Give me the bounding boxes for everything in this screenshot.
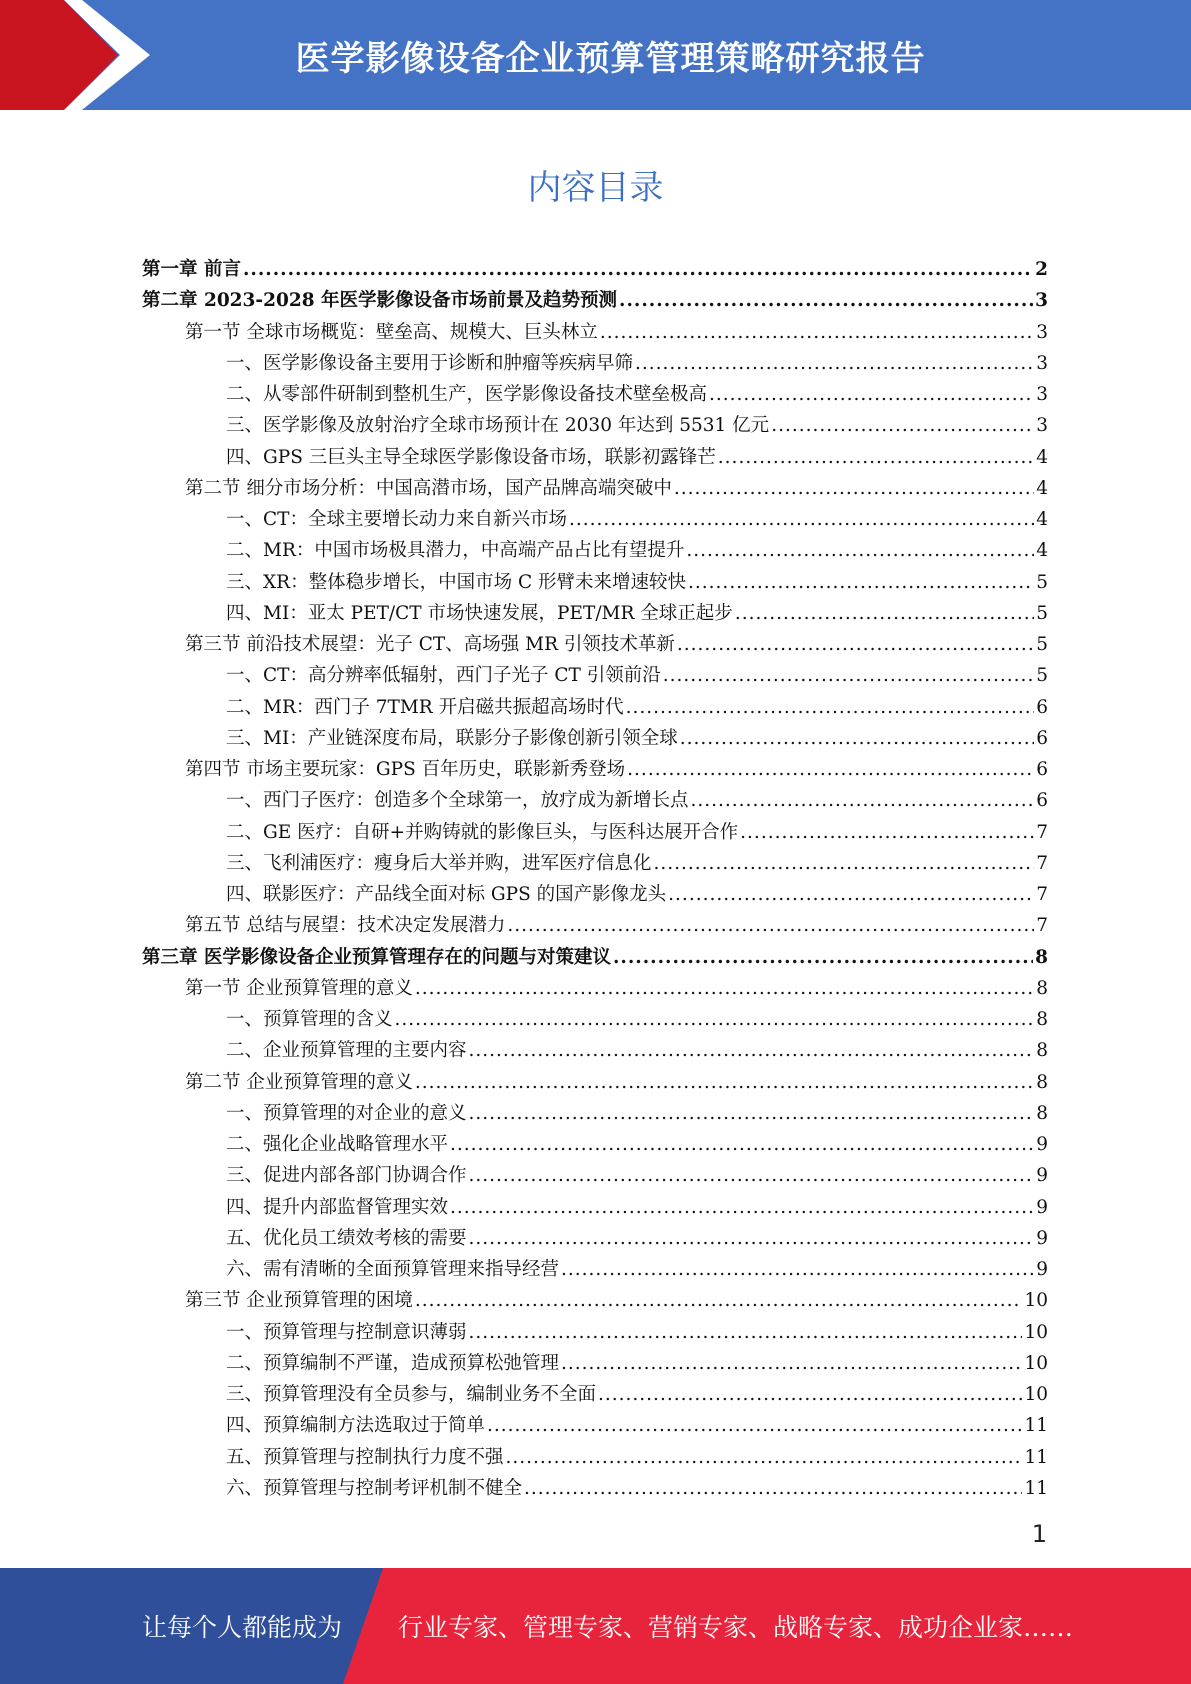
toc-entry-page: 11 [1024,1415,1048,1437]
toc-dot-leader [469,1160,1035,1191]
footer-slogan-left: 让每个人都能成为 [142,1613,343,1642]
toc-dot-leader [686,535,1034,566]
toc-dot-leader [654,848,1035,879]
toc-dot-leader [627,754,1034,785]
toc-dot-leader [771,410,1034,441]
toc-entry[interactable] [142,317,1048,348]
toc-entry-label: 三、促进内部各部门协调合作 [226,1165,467,1187]
toc-entry[interactable] [142,692,1048,723]
toc-entry-page: 2 [1035,259,1048,280]
table-of-contents [142,254,1048,1504]
toc-entry-label: 四、提升内部监督管理实效 [226,1196,449,1218]
toc-dot-leader [506,1442,1023,1473]
toc-entry-label: 五、优化员工绩效考核的需要 [226,1227,467,1249]
toc-dot-leader [677,629,1034,660]
toc-entry-label: 四、GPS 三巨头主导全球医学影像设备市场，联影初露锋芒 [226,446,716,468]
toc-entry[interactable] [142,848,1048,879]
toc-entry-page: 10 [1024,1384,1048,1405]
toc-entry-page: 3 [1036,352,1048,374]
toc-entry-label: 一、西门子医疗：创造多个全球第一，放疗成为新增长点 [226,790,689,812]
toc-entry[interactable] [142,1348,1048,1379]
toc-entry[interactable] [142,785,1048,816]
toc-dot-leader [561,1254,1034,1285]
toc-entry[interactable] [142,660,1048,691]
toc-entry[interactable] [142,1192,1048,1223]
toc-entry[interactable] [142,285,1048,316]
toc-entry[interactable] [142,1254,1048,1285]
toc-dot-leader [469,1223,1035,1254]
toc-entry-label: 三、MI：产业链深度布局，联影分子影像创新引领全球 [226,727,678,749]
toc-entry-page: 6 [1036,759,1048,780]
toc-dot-leader [619,285,1033,316]
toc-entry[interactable] [142,942,1048,973]
toc-entry-page: 3 [1036,415,1048,437]
toc-entry[interactable] [142,1004,1048,1035]
toc-entry[interactable] [142,504,1048,535]
toc-entry-page: 3 [1035,290,1048,312]
toc-entry[interactable] [142,442,1048,473]
toc-entry[interactable] [142,1379,1048,1410]
toc-entry-page: 7 [1036,915,1048,937]
report-title: 医学影像设备企业预算管理策略研究报告 [295,38,926,79]
toc-entry-label: 四、MI：亚太 PET/CT 市场快速发展，PET/MR 全球正起步 [226,602,733,624]
toc-entry-page: 10 [1024,1321,1048,1343]
toc-entry-label: 第四节 市场主要玩家：GPS 百年历史，联影新秀登场 [185,759,626,780]
toc-dot-leader [524,1473,1022,1504]
toc-entry[interactable] [142,629,1048,660]
toc-entry-label: 第三节 前沿技术展望：光子 CT、高场强 MR 引领技术革新 [185,634,675,655]
toc-dot-leader [569,504,1034,535]
toc-entry-label: 第一章 前言 [142,259,241,280]
toc-entry-label: 二、MR：西门子 7TMR 开启磁共振超高场时代 [226,696,624,718]
toc-dot-leader [691,785,1035,816]
toc-entry-label: 一、CT：全球主要增长动力来自新兴市场 [226,509,567,530]
toc-dot-leader [663,660,1034,691]
toc-entry[interactable] [142,879,1048,910]
toc-dot-leader [718,442,1034,473]
toc-entry-page: 4 [1036,446,1048,468]
toc-entry[interactable] [142,1442,1048,1473]
toc-entry[interactable] [142,348,1048,379]
toc-entry[interactable] [142,1160,1048,1191]
toc-dot-leader [395,1004,1035,1035]
toc-entry-label: 一、预算管理的含义 [226,1009,393,1030]
toc-entry-label: 第二节 企业预算管理的意义 [185,1071,413,1093]
toc-entry-page: 8 [1036,977,1048,999]
toc-entry-label: 二、强化企业战略管理水平 [226,1134,449,1155]
toc-dot-leader [674,473,1034,504]
toc-entry[interactable] [142,473,1048,504]
toc-entry-label: 三、医学影像及放射治疗全球市场预计在 2030 年达到 5531 亿元 [226,415,770,437]
toc-entry-page: 3 [1036,384,1048,405]
toc-entry-label: 一、预算管理的对企业的意义 [226,1102,467,1124]
toc-dot-leader [561,1348,1022,1379]
toc-dot-leader [709,379,1034,410]
toc-dot-leader [600,317,1034,348]
toc-dot-leader [740,817,1034,848]
toc-entry[interactable] [142,1285,1048,1316]
toc-entry-page: 11 [1024,1446,1048,1468]
toc-dot-leader [415,973,1034,1004]
toc-entry-label: 二、企业预算管理的主要内容 [226,1040,467,1062]
toc-dot-leader [469,1035,1035,1066]
toc-entry[interactable] [142,1223,1048,1254]
toc-entry-page: 11 [1024,1477,1048,1499]
toc-dot-leader [469,1098,1035,1129]
toc-entry-page: 8 [1036,1009,1048,1030]
toc-entry-page: 9 [1036,1227,1048,1249]
toc-dot-leader [450,1129,1034,1160]
footer-banner [0,1568,1191,1684]
toc-entry-label: 三、XR：整体稳步增长，中国市场 C 形臂未来增速较快 [226,571,687,593]
toc-dot-leader [450,1192,1034,1223]
toc-entry-page: 4 [1036,477,1048,499]
toc-entry-label: 一、预算管理与控制意识薄弱 [226,1321,467,1343]
toc-entry-page: 4 [1036,509,1048,530]
toc-entry-page: 8 [1036,1040,1048,1062]
toc-entry-label: 三、预算管理没有全员参与，编制业务不全面 [226,1384,597,1405]
toc-entry-label: 第三章 医学影像设备企业预算管理存在的问题与对策建议 [142,946,611,968]
toc-entry[interactable] [142,598,1048,629]
toc-entry[interactable] [142,1098,1048,1129]
toc-entry-label: 三、飞利浦医疗：瘦身后大举并购，进军医疗信息化 [226,852,652,874]
toc-dot-leader [680,723,1034,754]
toc-entry[interactable] [142,723,1048,754]
toc-dot-leader [415,1285,1023,1316]
toc-entry-label: 第一节 全球市场概览：壁垒高、规模大、巨头林立 [185,321,598,343]
toc-entry-label: 一、CT：高分辨率低辐射，西门子光子 CT 引领前沿 [226,665,661,687]
toc-entry[interactable] [142,910,1048,941]
toc-entry-page: 8 [1036,1071,1048,1093]
toc-entry[interactable] [142,1410,1048,1441]
toc-entry-label: 四、联影医疗：产品线全面对标 GPS 的国产影像龙头 [226,884,667,905]
toc-entry[interactable] [142,973,1048,1004]
toc-dot-leader [613,942,1033,973]
header-banner [0,0,1191,110]
toc-dot-leader [598,1379,1022,1410]
toc-entry-page: 9 [1036,1259,1048,1280]
toc-entry-label: 第一节 企业预算管理的意义 [185,977,413,999]
toc-dot-leader [626,692,1035,723]
toc-entry-label: 二、MR：中国市场极具潜力，中高端产品占比有望提升 [226,540,685,562]
toc-dot-leader [469,1317,1023,1348]
toc-entry-page: 7 [1036,884,1048,905]
toc-heading: 内容目录 [527,168,664,208]
toc-entry[interactable] [142,535,1048,566]
toc-entry-page: 6 [1036,696,1048,718]
toc-entry[interactable] [142,1129,1048,1160]
toc-dot-leader [243,254,1033,285]
toc-entry-label: 第二节 细分市场分析：中国高潜市场，国产品牌高端突破中 [185,477,672,499]
toc-dot-leader [635,348,1034,379]
toc-entry-page: 9 [1036,1196,1048,1218]
toc-entry[interactable] [142,567,1048,598]
toc-entry-page: 6 [1036,790,1048,812]
toc-entry-page: 7 [1036,821,1048,843]
toc-entry-label: 五、预算管理与控制执行力度不强 [226,1446,504,1468]
toc-dot-leader [487,1410,1022,1441]
toc-entry-page: 8 [1035,946,1048,968]
toc-dot-leader [507,910,1034,941]
toc-entry-label: 第二章 2023-2028 年医学影像设备市场前景及趋势预测 [142,290,618,312]
toc-entry-page: 10 [1024,1290,1048,1312]
toc-entry-label: 第五节 总结与展望：技术决定发展潜力 [185,915,506,937]
toc-entry-page: 5 [1036,665,1048,687]
toc-entry-page: 7 [1036,852,1048,874]
toc-entry-page: 6 [1036,727,1048,749]
toc-entry-page: 4 [1036,540,1048,562]
toc-dot-leader [415,1067,1034,1098]
toc-entry[interactable] [142,1067,1048,1098]
toc-entry-label: 四、预算编制方法选取过于简单 [226,1415,486,1437]
toc-dot-leader [688,567,1034,598]
toc-entry-label: 二、从零部件研制到整机生产，医学影像设备技术壁垒极高 [226,384,708,405]
toc-entry[interactable] [142,1473,1048,1504]
toc-entry[interactable] [142,817,1048,848]
toc-entry-page: 5 [1036,571,1048,593]
toc-entry-page: 10 [1024,1352,1048,1374]
toc-entry-label: 六、需有清晰的全面预算管理来指导经营 [226,1259,560,1280]
toc-entry-page: 5 [1036,634,1048,655]
toc-entry-label: 六、预算管理与控制考评机制不健全 [226,1477,523,1499]
footer-slogan-right: 行业专家、管理专家、营销专家、战略专家、成功企业家…… [398,1613,1074,1642]
toc-entry-page: 5 [1036,602,1048,624]
toc-entry-page: 9 [1036,1165,1048,1187]
toc-entry[interactable] [142,410,1048,441]
toc-entry[interactable] [142,254,1048,285]
toc-dot-leader [735,598,1034,629]
toc-entry-page: 9 [1036,1134,1048,1155]
toc-entry-label: 二、GE 医疗：自研+并购铸就的影像巨头，与医科达展开合作 [226,821,739,843]
toc-entry-label: 一、医学影像设备主要用于诊断和肿瘤等疾病早筛 [226,352,634,374]
toc-dot-leader [668,879,1034,910]
toc-entry[interactable] [142,379,1048,410]
toc-entry-page: 3 [1036,321,1048,343]
toc-entry-label: 第三节 企业预算管理的困境 [185,1290,413,1312]
toc-entry[interactable] [142,1035,1048,1066]
toc-entry-page: 8 [1036,1102,1048,1124]
toc-entry[interactable] [142,1317,1048,1348]
page-number: 1 [1031,1520,1047,1548]
toc-entry-label: 二、预算编制不严谨，造成预算松弛管理 [226,1352,560,1374]
toc-entry[interactable] [142,754,1048,785]
